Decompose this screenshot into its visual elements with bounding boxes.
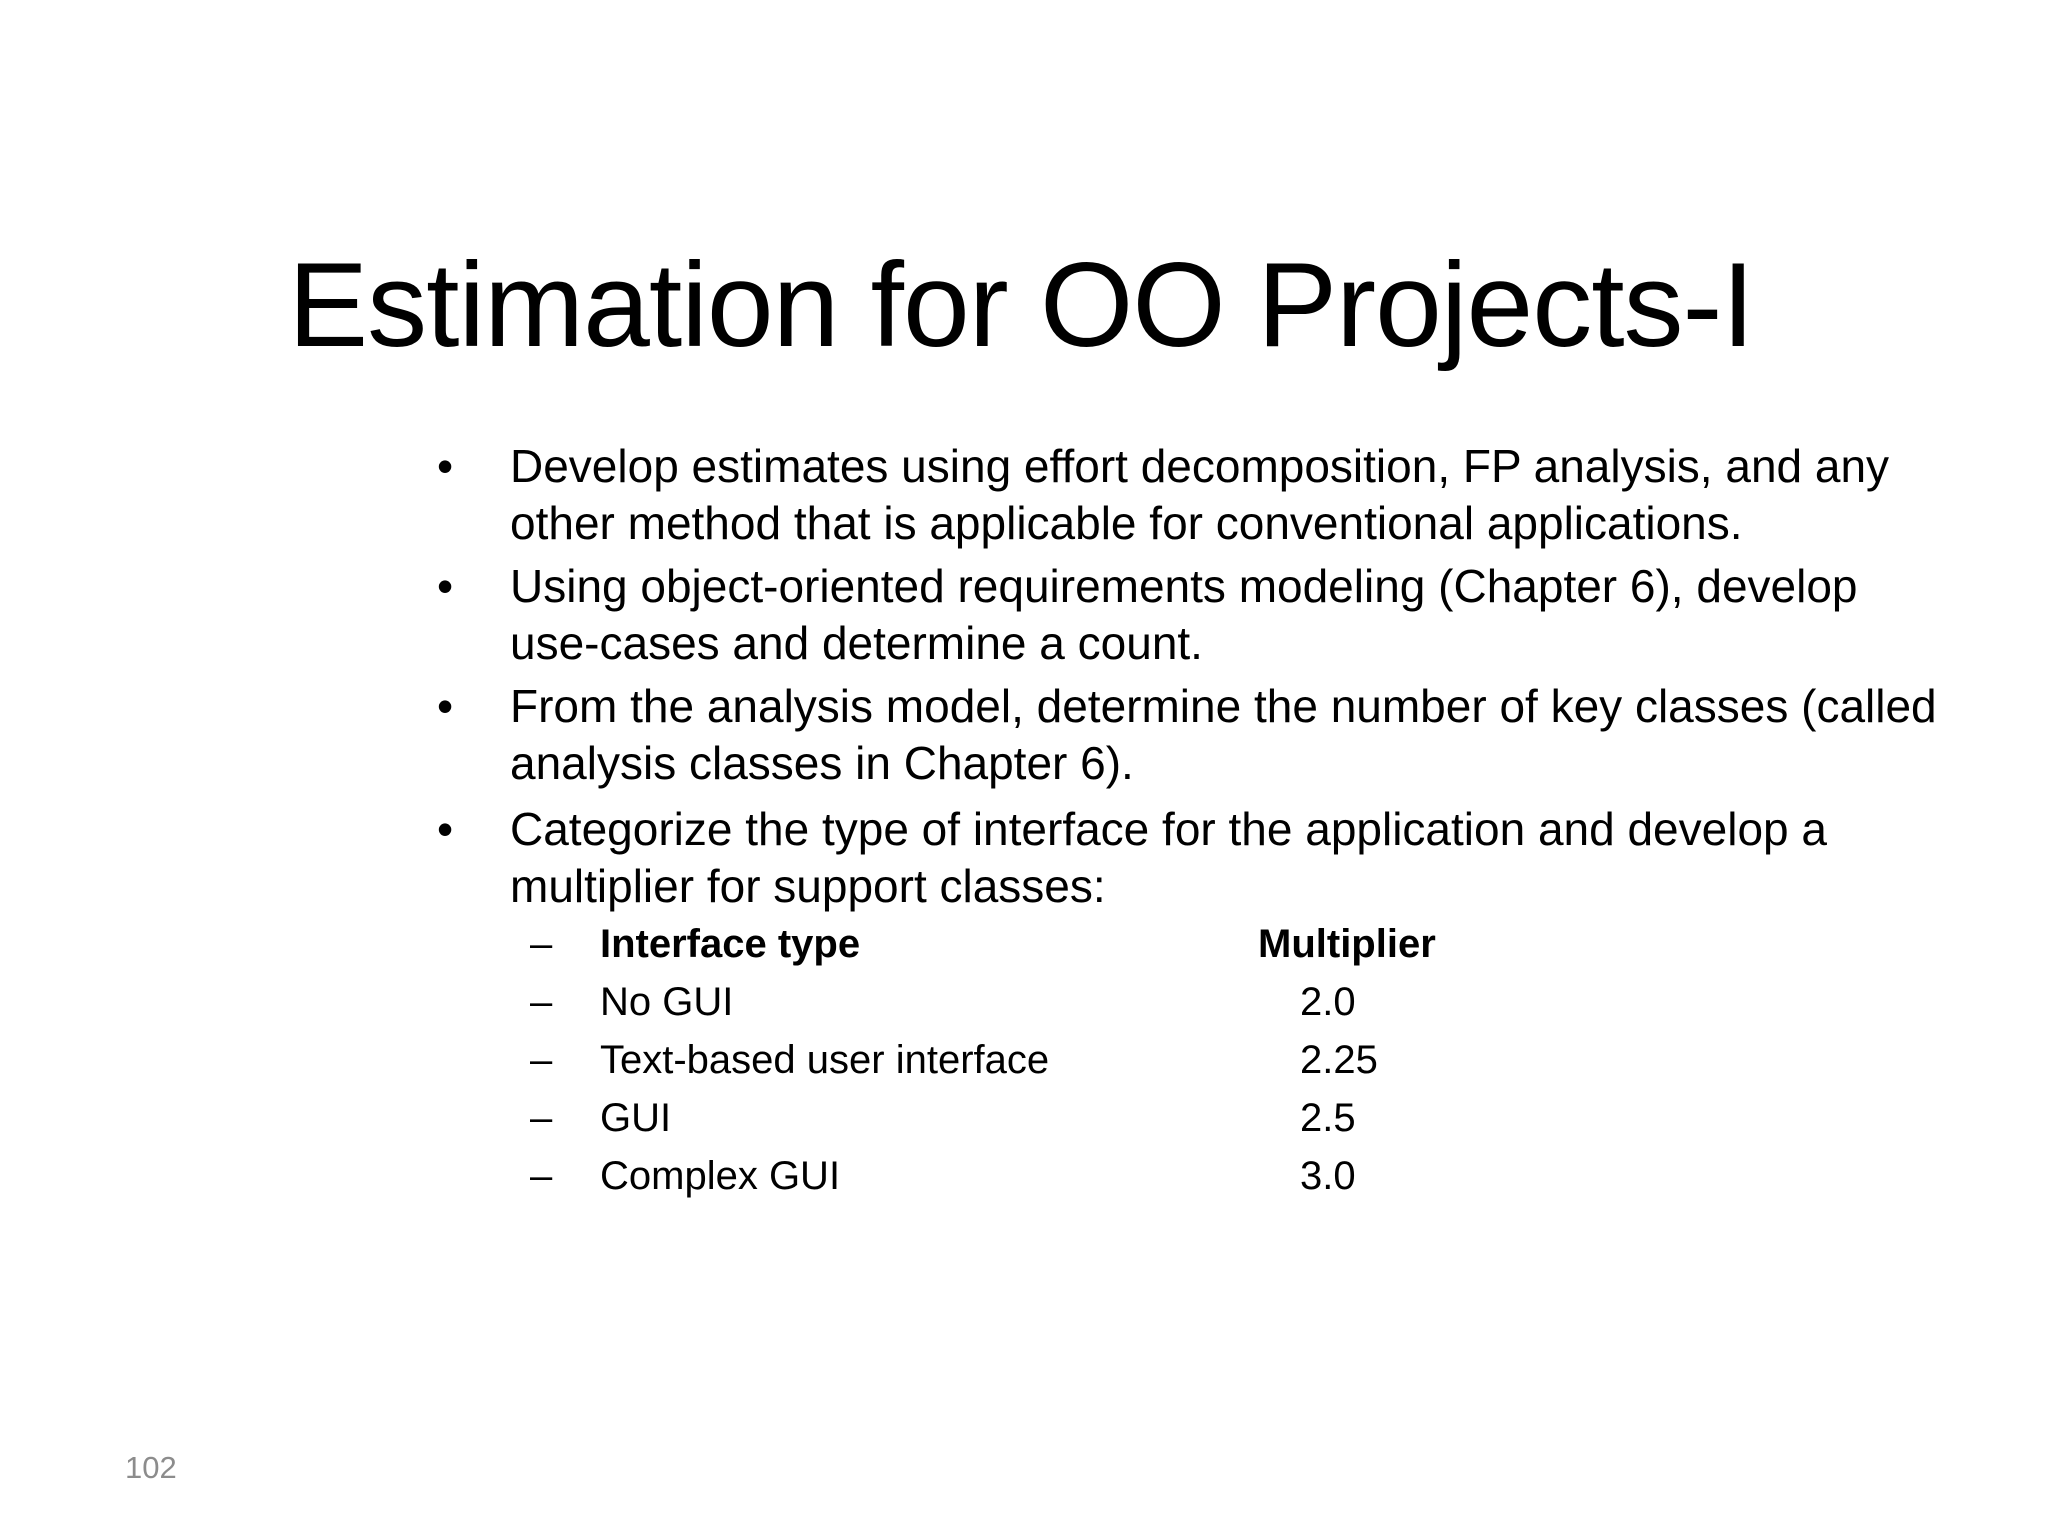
slide-title bbox=[0, 235, 2048, 375]
multiplier-row bbox=[530, 1089, 1730, 1147]
multiplier-value: 3.0 bbox=[1300, 1154, 1356, 1198]
bullet-icon: • bbox=[436, 560, 454, 612]
bullet-item bbox=[430, 801, 1950, 915]
interface-type: Text-based user interface bbox=[600, 1038, 1050, 1082]
multiplier-row bbox=[530, 1031, 1730, 1089]
multiplier-value: 2.5 bbox=[1300, 1096, 1356, 1140]
bullet-item bbox=[430, 678, 1950, 792]
bullet-list bbox=[430, 438, 1950, 921]
multiplier-table bbox=[530, 915, 1730, 1205]
multiplier-table-header bbox=[530, 915, 1730, 973]
multiplier-value: 2.25 bbox=[1300, 1038, 1378, 1082]
bullet-text: From the analysis model, determine the number of key classes (called analysis classes in Chapter 6). bbox=[510, 680, 1937, 789]
bullet-icon: • bbox=[436, 440, 454, 492]
dash-icon: – bbox=[530, 1154, 553, 1198]
bullet-item bbox=[430, 558, 1950, 672]
bullet-text: Categorize the type of interface for the application and develop a multiplier for support classes: bbox=[510, 803, 1827, 912]
interface-type-header: Interface type bbox=[600, 922, 861, 966]
bullet-item bbox=[430, 438, 1950, 552]
bullet-text: Develop estimates using effort decomposition, FP analysis, and any other method that is applicable for conventional applications. bbox=[510, 440, 1890, 549]
dash-icon: – bbox=[530, 1096, 553, 1140]
dash-icon: – bbox=[530, 1038, 553, 1082]
multiplier-header: Multiplier bbox=[1258, 922, 1436, 966]
interface-type: Complex GUI bbox=[600, 1154, 841, 1198]
bullet-icon: • bbox=[436, 680, 454, 732]
interface-type: No GUI bbox=[600, 980, 734, 1024]
dash-icon: – bbox=[530, 922, 553, 966]
dash-icon: – bbox=[530, 980, 553, 1024]
multiplier-row bbox=[530, 1147, 1730, 1205]
interface-type: GUI bbox=[600, 1096, 672, 1140]
multiplier-row bbox=[530, 973, 1730, 1031]
slide-title-text: Estimation for OO Projects-I bbox=[288, 238, 1754, 372]
bullet-icon: • bbox=[436, 803, 454, 855]
multiplier-value: 2.0 bbox=[1300, 980, 1356, 1024]
bullet-text: Using object-oriented requirements modeling (Chapter 6), develop use-cases and determine a count. bbox=[510, 560, 1858, 669]
page-number: 102 bbox=[125, 1450, 177, 1485]
